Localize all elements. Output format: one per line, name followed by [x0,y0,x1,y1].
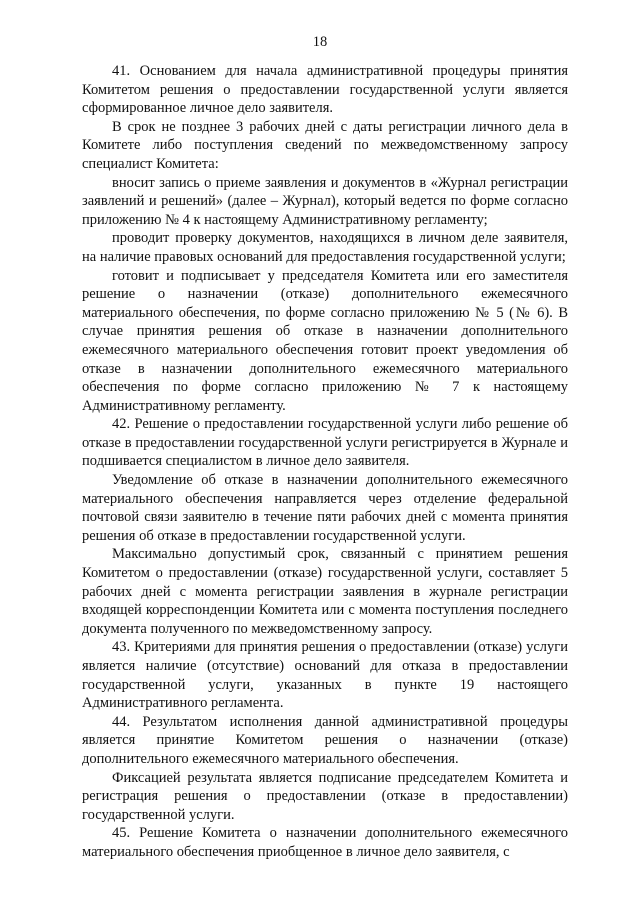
paragraph-journal-entry: вносит запись о приеме заявления и документов в «Журнал регистрации заявлений и решений» (далее – Журнал), который ведется по форме согласно приложению № 4 к настоящему Административному регламенту; [82,174,568,228]
paragraph-fixation: Фиксацией результата является подписание председателем Комитета и регистрация решения о предоставлении (отказе в предоставлении) государственной услуги. [82,769,568,823]
document-body [82,62,568,862]
paragraph-deadline: В срок не позднее 3 рабочих дней с даты регистрации личного дела в Комитете либо поступления сведений по межведомственному запросу специалист Комитета: [82,118,568,172]
paragraph-document-check: проводит проверку документов, находящихся в личном деле заявителя, на наличие правовых оснований для предоставления государственной услуги; [82,230,568,265]
paragraph-44: 44. Результатом исполнения данной административной процедуры является принятие Комитетом решения о назначении (отказе) дополнительного ежемесячного материального обеспечения. [82,713,568,767]
paragraph-refusal-notice: Уведомление об отказе в назначении дополнительного ежемесячного материального обеспечения направляется через отделение федеральной почтовой связи заявителю в течение пяти рабочих дней с момента принятия решения об отказе в предоставлении государственной услуги. [82,472,568,544]
paragraph-45: 45. Решение Комитета о назначении дополнительного ежемесячного материального обеспечения приобщенное в личное дело заявителя, с [82,825,568,860]
page-number: 18 [312,34,328,50]
paragraph-decision-preparation: готовит и подписывает у председателя Комитета или его заместителя решение о назначении (отказе) дополнительного ежемесячного материального обеспечения, по форме согласно приложению № 5 (№ 6). В случае принятия решения об отказе в назначении дополнительного ежемесячного материального обеспечения готовит проект уведомления об отказе в назначении дополнительного ежемесячного материального обеспечения по форме согласно приложению № 7 к настоящему Административному регламенту. [82,267,568,414]
paragraph-41: 41. Основанием для начала административной процедуры принятия Комитетом решения о предоставлении государственной услуги является сформированное личное дело заявителя. [82,63,568,117]
paragraph-43: 43. Критериями для принятия решения о предоставлении (отказе) услуги является наличие (отсутствие) оснований для отказа в предоставлении государственной услуги, указанных в пункте 19 настоящего Административного регламента. [82,639,568,712]
paragraph-42: 42. Решение о предоставлении государственной услуги либо решение об отказе в предоставлении государственной услуги регистрируется в Журнале и подшивается специалистом в личное дело заявителя. [82,416,568,470]
paragraph-max-term: Максимально допустимый срок, связанный с принятием решения Комитетом о предоставлении (отказе) государственной услуги, составляет 5 рабочих дней с момента регистрации заявления в журнале регистрации входящей корреспонденции Комитета или с момента поступления последнего документа полученного по межведомственному запросу. [82,546,568,637]
